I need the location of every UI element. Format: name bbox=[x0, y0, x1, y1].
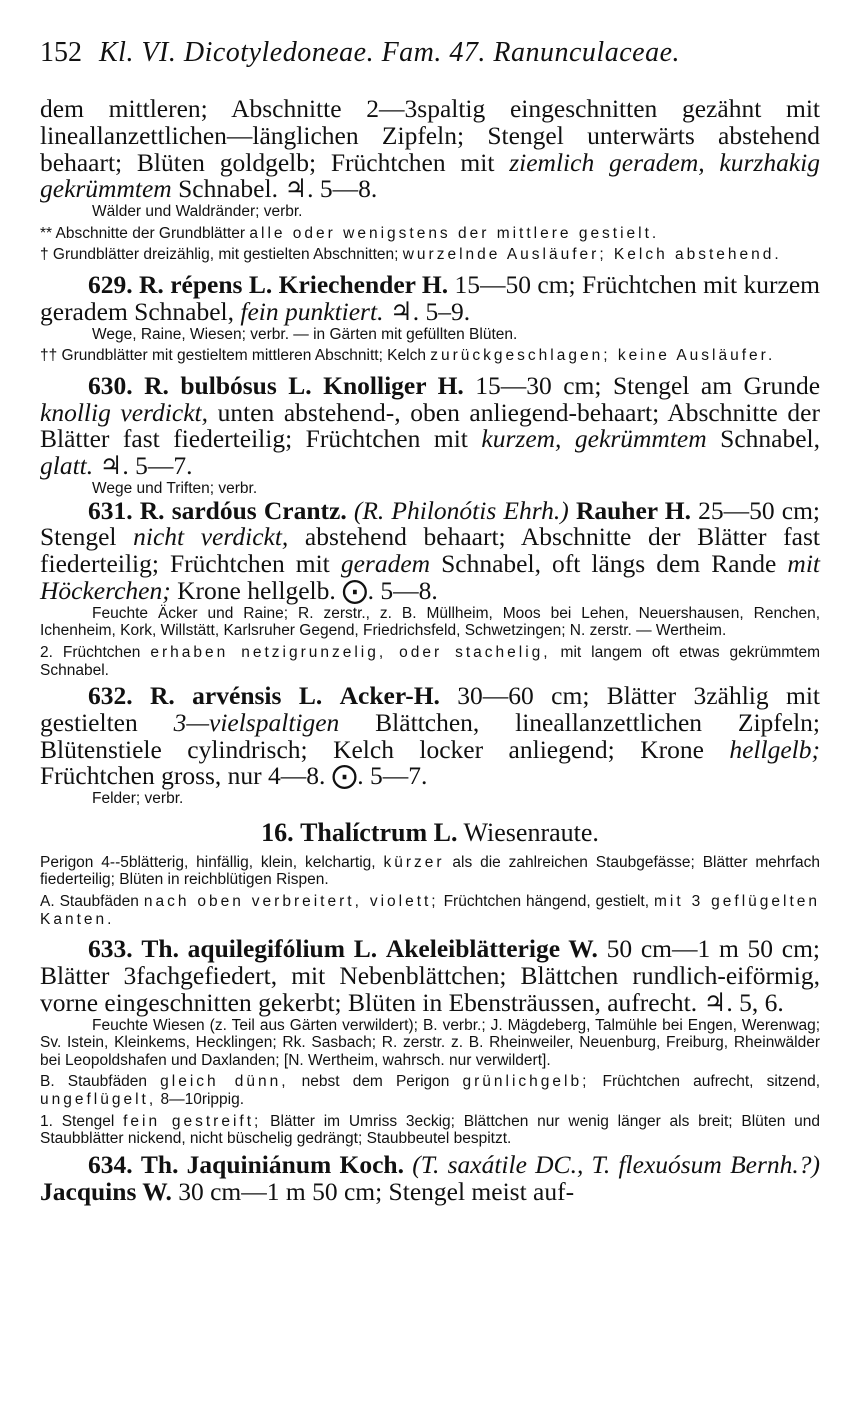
habitat-note: Wege, Raine, Wiesen; verbr. — in Gärten mit gefüllten Blüten. bbox=[92, 325, 518, 343]
running-title: Kl. VI. Dicotyledoneae. Fam. 47. Ranunculaceae. bbox=[99, 37, 680, 68]
page-header bbox=[40, 36, 820, 70]
key-line: 2. Früchtchen erhaben netzigrunzelig, oder stachelig, mit langem oft etwas gekrümmtem Schnabel. bbox=[40, 643, 820, 679]
habitat-note: Felder; verbr. bbox=[92, 790, 184, 808]
paragraph-continuation: dem mittleren; Abschnitte 2—3spaltig eingeschnitten gezähnt mit lineallanzettlichen—länglichen Zipfeln; Stengel unterwärts abstehend behaart; Blüten goldgelb; Früchtchen mit ziemlich geradem, kurzhakig gekrümmtem Schnabel. ♃. 5—8. bbox=[40, 94, 820, 204]
habitat-note: Wälder und Waldränder; verbr. bbox=[92, 203, 303, 221]
page-number: 152 bbox=[40, 37, 82, 68]
key-line: † Grundblätter dreizählig, mit gestielten Abschnitten; wurzelnde Ausläufer; Kelch abstehend. bbox=[40, 246, 782, 264]
key-line: ** Abschnitte der Grundblätter alle oder wenigstens der mittlere gestielt. bbox=[40, 224, 660, 242]
species-entry-630: 630. R. bulbósus L. Knolliger H. 15—30 cm; Stengel am Grunde knollig verdickt, unten abstehend-, oben anliegend-behaart; Abschnitte der Blätter fast fiederteilig; Früchtchen mit kurzem, gekrümmtem Schnabel, glatt. ♃. 5—7. bbox=[40, 370, 821, 481]
key-line: A. Staubfäden nach oben verbreitert, violett; Früchtchen hängend, gestielt, mit 3 geflügelten Kanten. bbox=[40, 893, 820, 928]
species-entry-631: 631. R. sardóus Crantz. (R. Philonótis Ehrh.) Rauher H. 25—50 cm; Stengel nicht verdickt, abstehend behaart; Abschnitte der Blätter fast fiederteilig; Früchtchen mit geradem Schnabel, oft längs dem Rande mit Höckerchen; Krone hellgelb. ⨀. 5—8. bbox=[40, 495, 821, 605]
document-page bbox=[40, 36, 820, 1205]
species-entry-629: 629. R. répens L. Kriechender H. 15—50 cm; Früchtchen mit kurzem geradem Schnabel, fein punktiert. ♃. 5–9. bbox=[40, 269, 820, 326]
key-line: 1. Stengel fein gestreift; Blätter im Umriss 3eckig; Blättchen nur wenig länger als breit; Blüten und Staubblätter nickend, nicht büschelig gedrängt; Staubbeutel bespitzt. bbox=[40, 1112, 821, 1148]
species-entry-634: 634. Th. Jaquiniánum Koch. (T. saxátile DC., T. flexuósum Bernh.?) Jacquins W. 30 cm—1 m 50 cm; Stengel meist auf- bbox=[40, 1149, 821, 1206]
habitat-note: Wege und Triften; verbr. bbox=[92, 479, 258, 497]
key-line: †† Grundblätter mit gestieltem mittleren Abschnitt; Kelch zurückgeschlagen; keine Ausläufer. bbox=[40, 347, 776, 365]
species-entry-632: 632. R. arvénsis L. Acker-H. 30—60 cm; Blätter 3zählig mit gestielten 3—vielspaltigen Blättchen, lineallanzettlichen Zipfeln; Blütenstiele cylindrisch; Kelch locker anliegend; Krone hellgelb; Früchtchen gross, nur 4—8. ⨀. 5—7. bbox=[40, 681, 821, 791]
habitat-note: Feuchte Wiesen (z. Teil aus Gärten verwildert); B. verbr.; J. Mägdeberg, Talmühle bei Engen, Werenwag; Sv. Istein, Kleinkems, Hecklingen; Rk. Sasbach; R. zerstr. z. B. Rheinweiler, Neuenburg, Freiburg, Rheinwälder bei Leopoldshafen und Daxlanden; [N. Wertheim, wahrsch. nur verwildert]. bbox=[40, 1016, 820, 1069]
habitat-note: Feuchte Äcker und Raine; R. zerstr., z. B. Müllheim, Moos bei Lehen, Neuershausen, Renchen, Ichenheim, Kork, Willstätt, Karlsruher Gegend, Friedrichsfeld, Schwetzingen; N. zerstr. — Wertheim. bbox=[40, 604, 820, 640]
genus-heading: 16. Thalíctrum L. Wiesenraute. bbox=[261, 817, 599, 847]
genus-description: Perigon 4--5blätterig, hinfällig, klein, kelchartig, kürzer als die zahlreichen Staubgefässe; Blätter mehrfach fiederteilig; Blüten in reichblütigen Rispen. bbox=[40, 853, 820, 889]
key-line: B. Staubfäden gleich dünn, nebst dem Perigon grünlichgelb; Früchtchen aufrecht, sitzend, ungeflügelt, 8—10rippig. bbox=[40, 1073, 820, 1109]
species-entry-633: 633. Th. aquilegifólium L. Akeleiblätterige W. 50 cm—1 m 50 cm; Blätter 3fachgefiedert, mit Nebenblättchen; Blättchen rundlich-eiförmig, vorne eingeschnitten gekerbt; Blüten in Ebensträussen, aufrecht. ♃. 5, 6. bbox=[40, 934, 821, 1017]
